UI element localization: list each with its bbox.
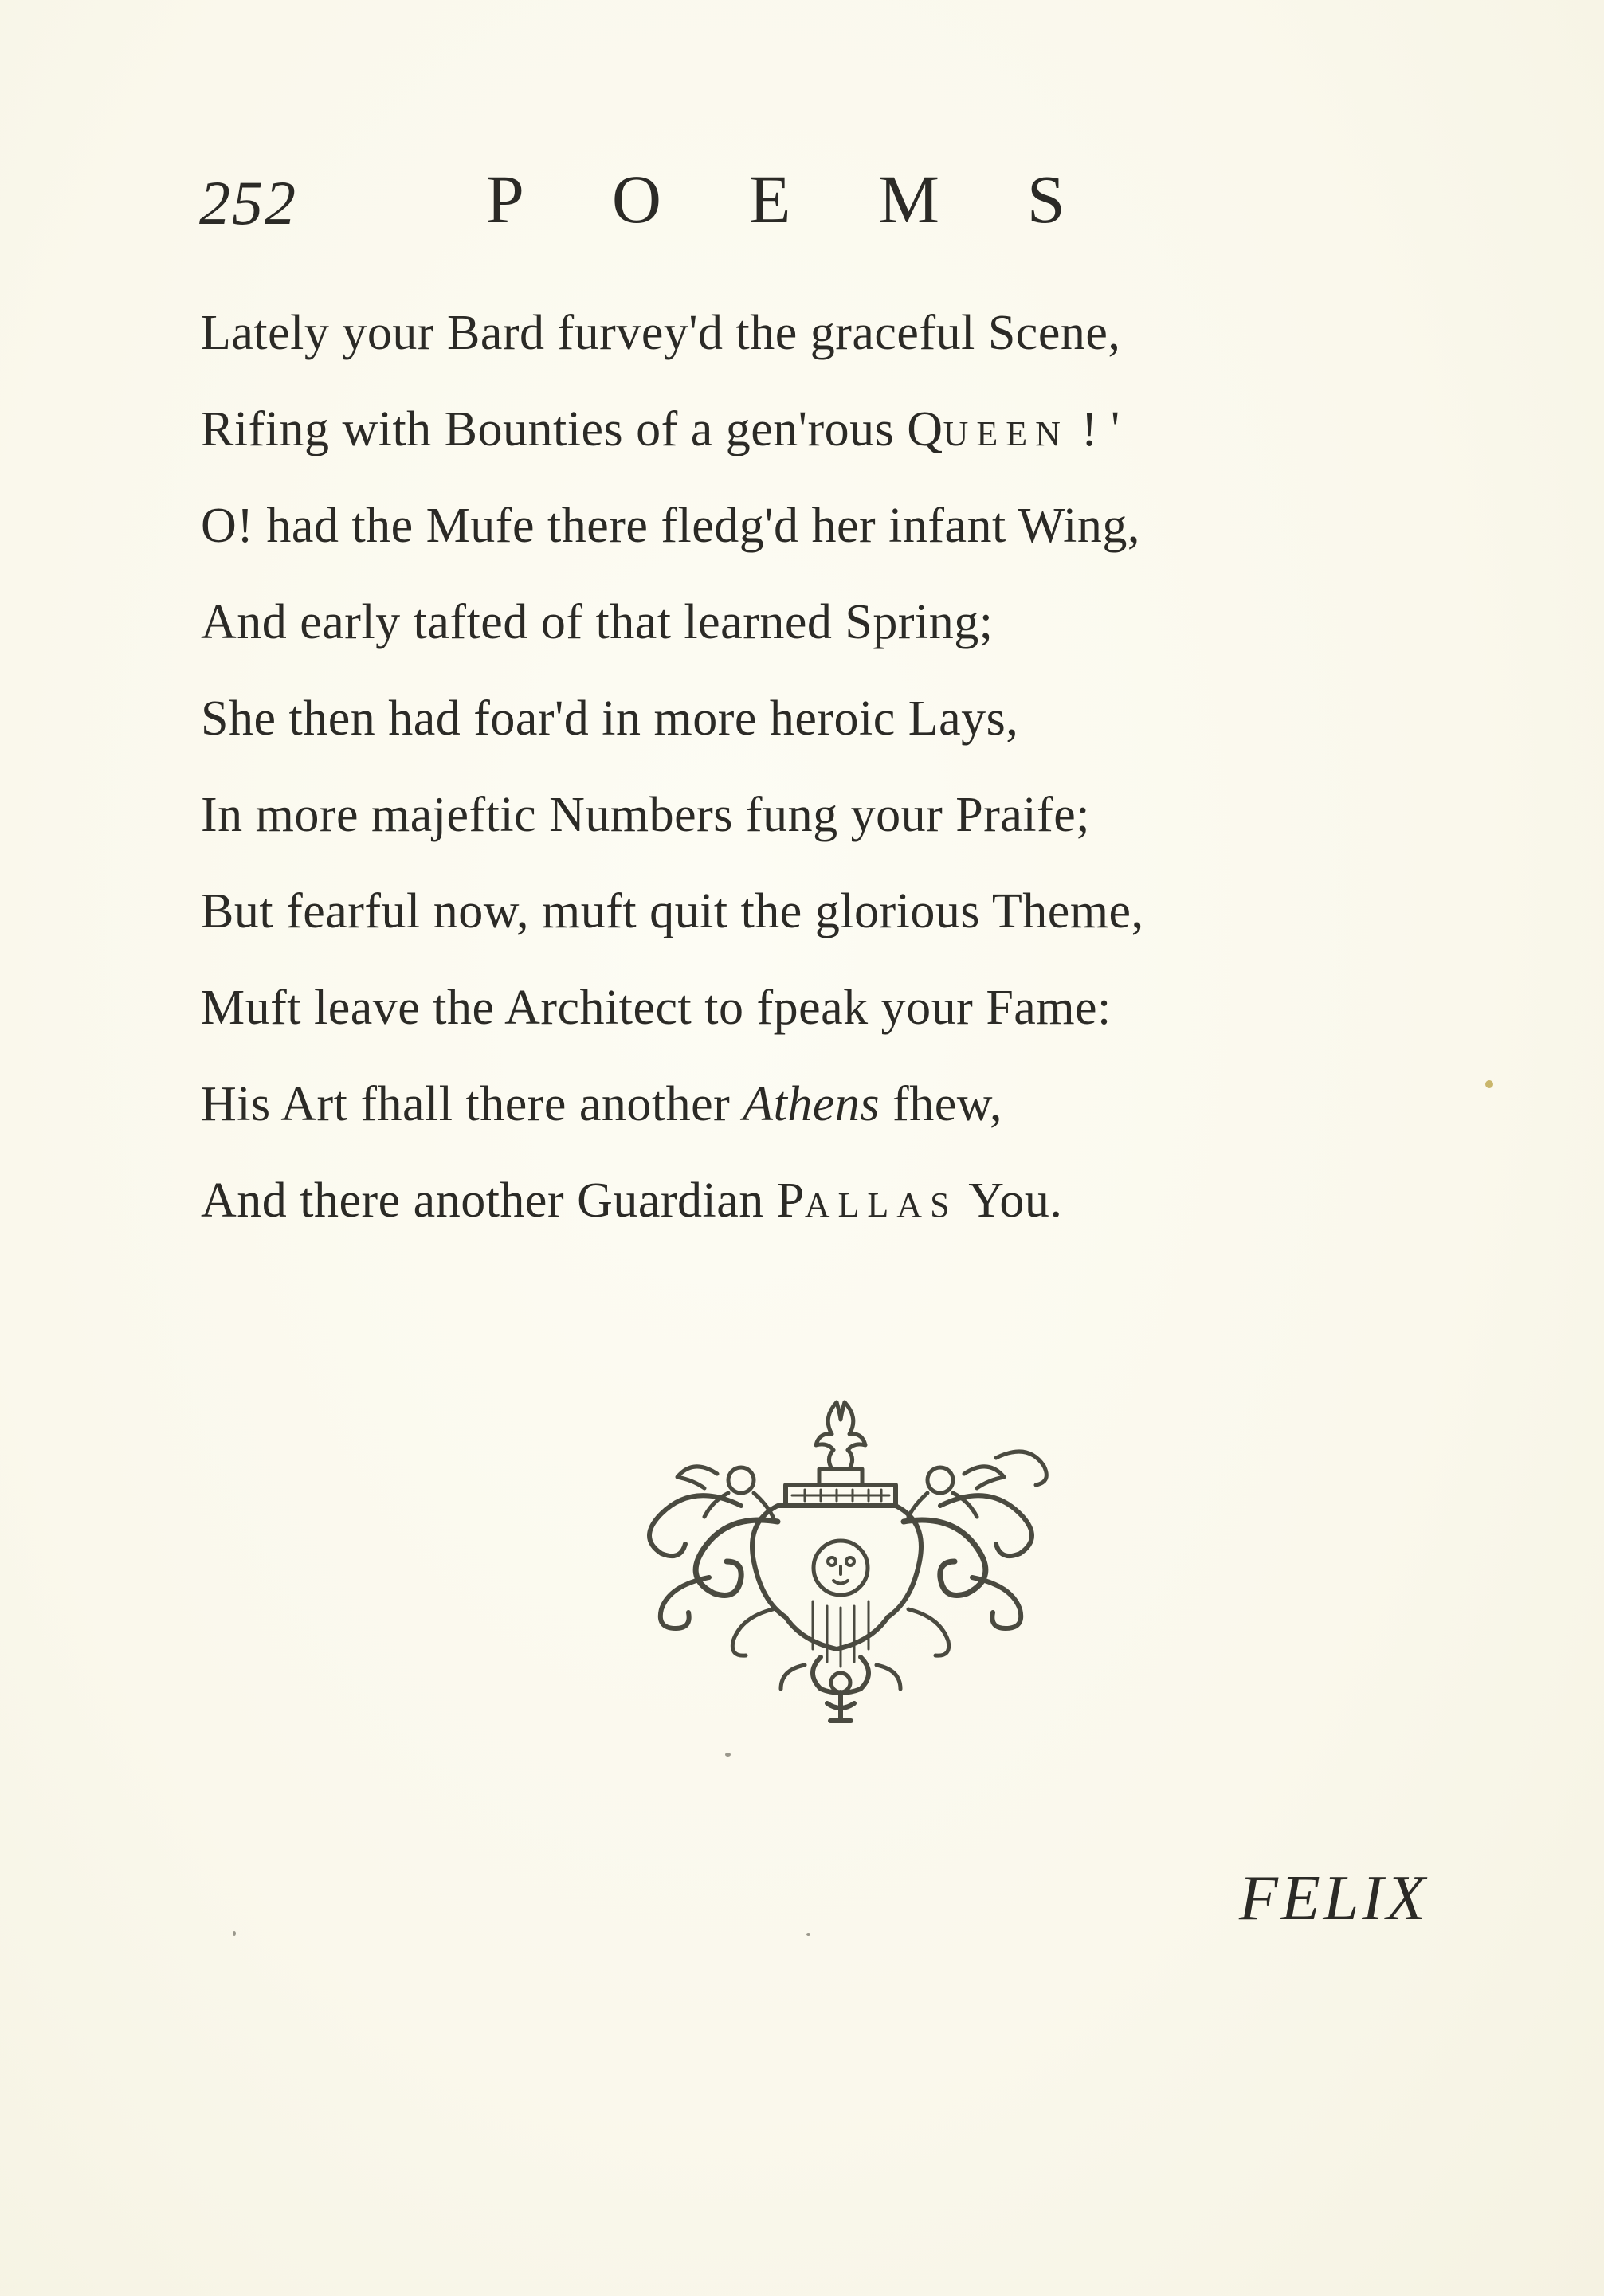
running-title: POEMS	[486, 161, 1153, 237]
poem-line-text: O! had the Mufe there fledg'd her infant Wing,	[201, 499, 1140, 553]
poem-line	[201, 872, 1396, 968]
poem-line-text: She then had foar'd in more heroic Lays,	[201, 692, 1019, 746]
poem-line	[201, 390, 1396, 486]
poem-line	[201, 486, 1396, 582]
poem-stanza	[201, 293, 1396, 1257]
poem-line-text: Lately your Bard furvey'd the graceful Scene,	[201, 306, 1121, 360]
poem-line-text: ! '	[1068, 402, 1120, 456]
poem-line	[201, 293, 1396, 390]
paper-speck	[1485, 1080, 1493, 1088]
poem-line-text: But fearful now, muft quit the glorious Theme,	[201, 884, 1144, 938]
poem-line-text: ALLAS	[804, 1185, 958, 1224]
engraved-fleuron-ornament-icon	[622, 1386, 1068, 1737]
catchword: FELIX	[1239, 1863, 1429, 1934]
poem-line-text: And there another Guardian	[201, 1173, 777, 1228]
poem-line	[201, 1064, 1396, 1161]
poem-line-text: P	[776, 1173, 805, 1228]
poem-line	[201, 679, 1396, 775]
poem-line	[201, 968, 1396, 1064]
poem-line-text: You.	[957, 1173, 1063, 1228]
page-number: 252	[199, 168, 297, 237]
poem-line-text: UEEN	[943, 414, 1069, 453]
poem-line-text: Athens	[743, 1077, 880, 1131]
poem-line-text: In more majeftic Numbers fung your Praife;	[201, 788, 1090, 842]
poem-line	[201, 775, 1396, 872]
poem-line-text: And early tafted of that learned Spring;	[201, 595, 994, 649]
poem-line-text: Rifing with Bounties of a gen'rous	[201, 402, 908, 456]
paper-speck	[806, 1933, 810, 1936]
paper-speck	[233, 1931, 236, 1936]
poem-line-text: Q	[907, 402, 943, 456]
poem-line-text: fhew,	[880, 1077, 1002, 1131]
poem-line-text: His Art fhall there another	[201, 1077, 743, 1131]
page-header	[199, 159, 1235, 255]
poem-line	[201, 1161, 1396, 1257]
paper-speck	[725, 1753, 731, 1757]
poem-line	[201, 582, 1396, 679]
poem-line-text: Muft leave the Architect to fpeak your Fame:	[201, 981, 1112, 1035]
